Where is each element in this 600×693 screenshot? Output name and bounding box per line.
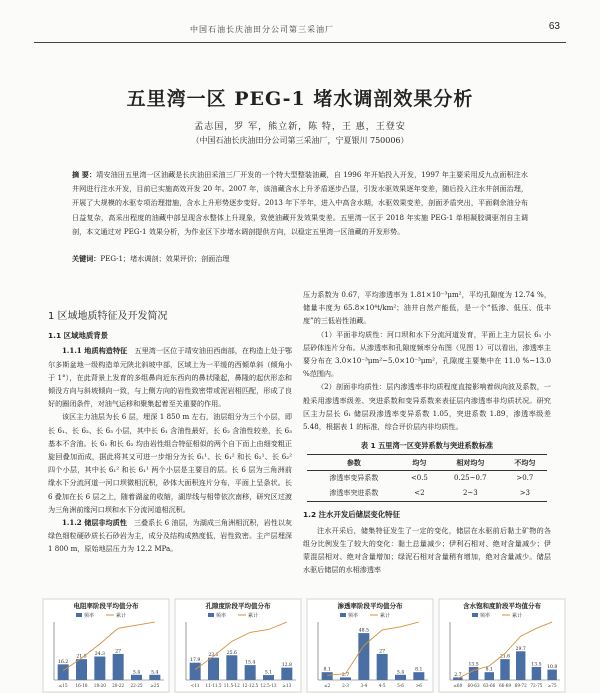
data-label: 12.8 [281, 663, 292, 669]
data-label: 21.6 [499, 654, 511, 660]
subsection-heading-1-1-1: 1.1.1 地质构造特征 [62, 346, 128, 356]
tick-label: <11 [190, 683, 200, 688]
legend-swatch-bar [472, 613, 478, 617]
keywords [72, 252, 528, 266]
table-header: 参数 [346, 458, 361, 468]
bar [208, 658, 219, 680]
legend-label: 累计 [248, 613, 259, 619]
bar [516, 651, 525, 680]
table-row [307, 486, 547, 502]
paragraph-profile-heterogeneity: （2）剖面非均质性：层内渗透率非均质程度直接影响着纵向波及系数，一般采用渗透率级差、突进系数和变异系数来表征层内渗透率非均质状况。研究区主力层长 6₁ 储层段渗透率变异系数 1.05，突进系数 1.89，渗透率级差 5.48，根据表 1 的标准，综合评价层内非均质性。 [303, 382, 551, 432]
tick-label: 18-20 [93, 683, 106, 688]
abstract [72, 168, 528, 239]
data-label: 27 [379, 649, 386, 655]
section-heading-1: 1 区域地质特征及开发简况 [48, 311, 168, 322]
paragraph-reservoir: 该区主力油层为长 6 层，埋深 1 850 m 左右，油层组分为三个小层，即长 6₁、长 6₂、长 6₃ 小层，其中长 6₁ 含油性最好，长 6₂ 含油性较差，长 6₃ 基本不含油。长 6₁ 和长 6₂ 均由岩性组合特征相似的两个自下而上由细变粗正旋回叠加而成，据此将其又可进一步细分为长 6₁¹、长 6₁² 和长 6₂¹、长 6₂² 四个小层，其中长 6₁² 和长 6₁¹ 两个小层是主要目的层。长 6 层为三角洲前缘水下分流河道一河口坝微相沉积，砂体大面积连片分布，平面上呈条状。长 6 叠加在长 6 层之上，随着湖盆的收缩，湖岸线与相带依次南移，研究区过渡为三角洲前缘河口坝和水下分流河道相沉积。 [48, 412, 292, 514]
data-label: 21.6 [76, 654, 87, 660]
bar [395, 675, 406, 680]
legend-label: 频率 [348, 613, 359, 619]
chart-title: 渗透率阶段平均值分布 [337, 602, 403, 610]
abstract-label: 摘 要： [72, 170, 97, 179]
bar [113, 654, 124, 680]
legend-label: 累计 [116, 613, 127, 619]
right-column [303, 288, 551, 576]
bar [149, 675, 160, 680]
paragraph-pressure: 压力系数为 0.67，平均渗透率为 1.81×10⁻³μm²，平均孔隙度为 12.74 %，储量丰度为 65.8×10⁴t/km²；油井自然产能低，是一个“低渗、低压、低丰度”的三低岩性油藏。 [303, 290, 551, 326]
left-column [48, 310, 292, 556]
bar [245, 665, 256, 680]
data-label: 2.7 [341, 672, 350, 678]
data-label: 5.4 [151, 670, 159, 676]
data-label: 15.4 [245, 660, 256, 666]
data-label: 17.9 [190, 658, 201, 664]
tick-label: 3-4 [360, 683, 368, 688]
section-heading-1-1: 1.1 区域地质背景 [48, 331, 109, 341]
header-rule [34, 42, 566, 43]
tick-label: ≤2 [324, 683, 331, 688]
table-header-row [307, 455, 547, 471]
figure-1-charts [40, 598, 568, 693]
tick-label: ≥25 [150, 683, 160, 688]
tick-label: 66-69 [498, 683, 512, 688]
journal-running-head: 中国石油长庆油田分公司第三采油厂 [190, 25, 334, 34]
authors: 孟志国，罗 军，熊立新，陈 特，王 惠，王登安 [194, 122, 406, 132]
tick-label: 63-66 [483, 683, 496, 688]
data-label: 27 [115, 649, 122, 655]
tick-label: 72-75 [530, 683, 543, 688]
table-cell: 渗透率变异系数 [329, 474, 379, 483]
tick-label: 4-5 [378, 683, 386, 688]
criteria-table [307, 454, 547, 502]
data-label: 8.1 [415, 667, 423, 673]
affiliation: （中国石油长庆油田分公司第三采油厂，宁夏银川 750006） [191, 136, 409, 145]
data-label: 25.6 [226, 650, 237, 656]
data-label: 16.2 [58, 659, 69, 665]
legend-label: 频率 [84, 613, 95, 619]
data-label: 2.7 [454, 672, 462, 678]
legend-swatch-bar [340, 613, 346, 617]
bar [226, 655, 237, 680]
data-label: 8.1 [323, 667, 331, 673]
legend-label: 频率 [216, 613, 227, 619]
bar [532, 667, 541, 680]
bar [500, 659, 509, 680]
tick-label: 2-3 [342, 683, 349, 688]
paragraph-plane-heterogeneity: （1）平面非均质性：河口坝和水下分流河道发育，平面上主力层长 6₁ 小层砂体连片分布。从渗透率和孔隙度频率分布图（见图 1）可以看出，渗透率主要分布在 3.0×10⁻³μm²~5.0×10⁻³μm²，孔隙度主要集中在 11.0 %~13.0 %范围内。 [303, 329, 551, 379]
page-header [0, 0, 600, 44]
tick-label: 20-22 [112, 683, 125, 688]
keywords-text: PEG-1；堵水调剖；效果评价；剖面治理 [100, 254, 230, 263]
keywords-label: 关键词： [72, 254, 101, 263]
tick-label: >6 [415, 683, 422, 688]
bar [469, 667, 478, 680]
tick-label: 5-6 [397, 683, 404, 688]
table-cell: 2~3 [462, 489, 478, 498]
tick-label: ≤60 [453, 683, 463, 688]
legend-swatch-bar [208, 613, 214, 617]
bar [263, 675, 274, 680]
table-cell: 渗透率突进系数 [329, 489, 379, 498]
table-cell: <0.5 [410, 474, 428, 483]
subsection-heading-1-1-2: 1.1.2 储层非均质性 [62, 518, 127, 528]
bar [547, 670, 556, 680]
bar [76, 659, 87, 680]
data-label: 8.1 [485, 667, 493, 673]
data-label: 5.1 [264, 670, 273, 676]
data-label: 5.4 [396, 670, 405, 676]
bar [485, 672, 494, 680]
data-label: 29.7 [515, 646, 526, 652]
legend-label: 累计 [512, 613, 523, 619]
paragraph-heterogeneity: 三叠系长 6 油层，为湖成三角洲相沉积，岩性以灰绿色细粒硬砂质长石砂岩为主，成分及结构成熟度低，岩性致密。主产层埋深 1 800 m，原始地层压力为 12.2 MPa。 [48, 518, 293, 554]
table-header: 不均匀 [514, 458, 536, 468]
data-label: 24.3 [94, 652, 105, 658]
legend-label: 频率 [480, 613, 491, 619]
bar [58, 664, 69, 680]
table-cell: >0.7 [516, 474, 534, 483]
tick-label: ≤15 [58, 683, 68, 688]
paragraph-structure: 五里湾一区位于靖安油田西南部，在构造上处于鄂尔多斯盆地一级构造单元陕北斜坡中部，区域上为一平缓的西倾单斜（倾角小于 1°），在此背景上发育的多组鼻向近东西向的鼻状隆起，鼻隆的起伏形态和倾没方向与斜坡倾向一致，与上侧方向的岩性致密带或泥岩相匹配，形成了良好的圈闭条件，对油气运移和聚集起着至关重要的作用。 [48, 346, 293, 409]
legend-label: 累计 [380, 613, 391, 619]
bar [94, 657, 105, 680]
tick-label: ≥13 [282, 683, 292, 688]
bar [358, 633, 369, 680]
tick-label: 12.5-13 [260, 683, 277, 688]
bar [322, 672, 333, 680]
tick-label: 69-72 [514, 683, 527, 688]
data-label: 5.4 [132, 670, 141, 676]
tick-label: 11-11.5 [205, 683, 222, 688]
legend-swatch-bar [76, 613, 82, 617]
bar [190, 663, 201, 680]
table-cell: 0.25~0.7 [454, 474, 487, 483]
bar [377, 654, 388, 680]
table-row [307, 471, 547, 487]
table-header: 均匀 [412, 458, 427, 468]
bar [413, 672, 424, 680]
chart-title: 电阻率阶段平均值分布 [73, 602, 139, 610]
data-label: 48.5 [358, 628, 369, 634]
section-heading-1-2: 1.2 注水开发后储层变化特征 [303, 510, 400, 520]
table-cell: <2 [414, 489, 425, 498]
table-header: 相对均匀 [456, 458, 485, 468]
tick-label: 16-18 [75, 683, 88, 688]
data-label: 13.5 [531, 662, 542, 668]
tick-label: 11.5-12 [223, 683, 240, 688]
table-caption: 表 1 五里湾一区变异系数与突进系数标准 [360, 441, 494, 451]
data-label: 13.5 [468, 662, 479, 668]
chart-title: 孔隙度阶段平均值分布 [205, 602, 271, 610]
chart-title: 含水饱和度阶段平均值分布 [463, 602, 541, 610]
data-label: 10.8 [547, 665, 558, 671]
bar [281, 668, 292, 680]
paragraph-water-injection: 注水开采后，储集特征发生了一定的变化，储层在水驱前后黏土矿物的各组分比例发生了较大的变化：黏土总量减少；伊利石相对、绝对含量减少；伊蒙混层相对、绝对含量增加；绿泥石相对含量稍有增加，绝对含量减少。储层水驱后储层的水相渗透率 [303, 525, 551, 575]
tick-label: 12-12.5 [242, 683, 259, 688]
tick-label: ≥75 [547, 683, 557, 688]
tick-label: 22-25 [130, 683, 143, 688]
table-cell: >3 [519, 489, 531, 498]
data-label: 23.1 [208, 653, 219, 659]
tick-label: 60-63 [467, 683, 480, 688]
paper-title: 五里湾一区 PEG-1 堵水调剖效果分析 [126, 88, 474, 110]
page-number: 63 [548, 21, 560, 32]
bar [131, 675, 142, 680]
abstract-text: 靖安油田五里湾一区油藏是长庆油田采油三厂开发的一个特大型整装油藏，自 1996 年开始投入开发，1997 年主要采用反九点面积注水井网进行注水开发，目前已实施高效开发 20 年。2007 年，该油藏含水上升矛盾逐步凸显，引发水驱效果逐年变差，随后投入注水井剖面治理，开展了大规模的水驱专项治理措施，含水上升形势逐步变好。2013 年下半年，进入中高含水期，水驱效果变差，剖面矛盾突出，平面剩余油分布日益复杂，高采出程度的油藏中部呈现含水整体上升现象，致使油藏开发效果变差。五里湾一区于 2018 年实施 PEG-1 单相凝胶调驱剂自主调剖，本文通过对 PEG-1 效果分析，为作业区下步堵水调剖提供方向，以稳定五里湾一区油藏的开发形势。 [72, 170, 528, 236]
